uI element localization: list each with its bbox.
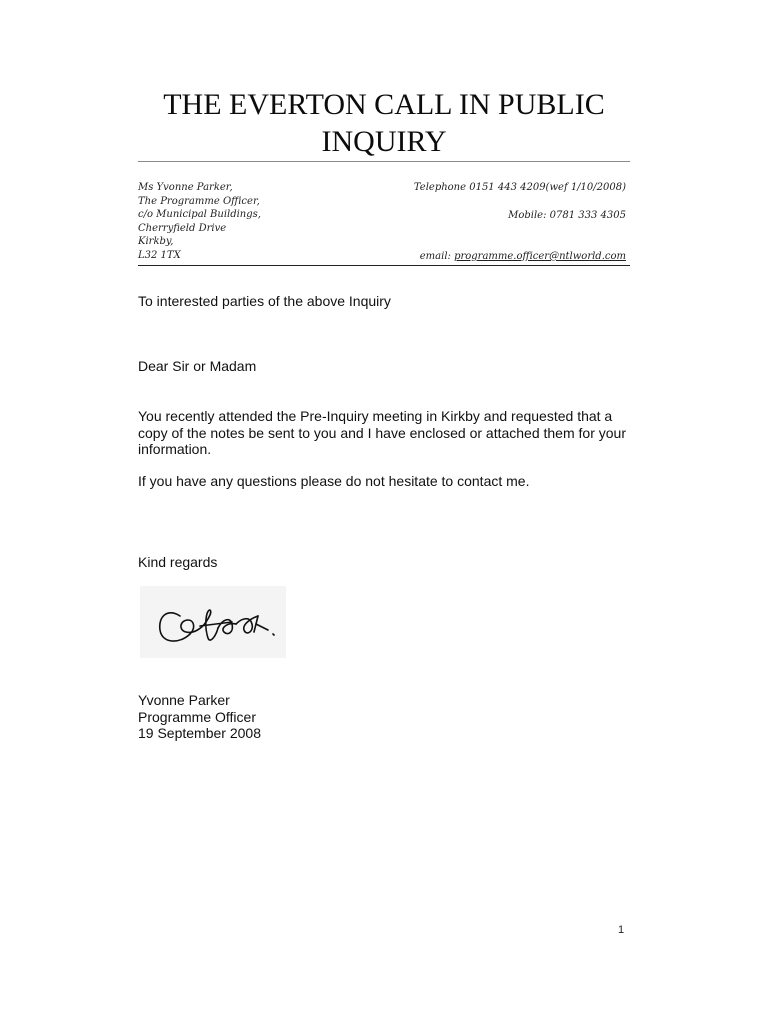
handwritten-signature <box>140 586 286 658</box>
header-top-rule <box>138 161 630 162</box>
title-line-2: INQUIRY <box>321 125 447 158</box>
address-line: c/o Municipal Buildings, <box>138 209 261 220</box>
email-line <box>420 250 626 264</box>
document-title <box>138 86 630 160</box>
signatory-block <box>138 692 630 742</box>
address-line: Ms Yvonne Parker, <box>138 182 233 193</box>
email-link[interactable]: programme.officer@ntlworld.com <box>454 251 626 262</box>
letter-paragraph-1: You recently attended the Pre-Inquiry meeting in Kirkby and requested that a copy of the notes be sent to you and I have enclosed or attached them for your information. <box>138 408 626 457</box>
letter-date: 19 September 2008 <box>138 725 261 741</box>
email-label: email: <box>419 251 455 262</box>
sender-address <box>138 181 261 262</box>
mobile-number: Mobile: 0781 333 4305 <box>508 210 626 221</box>
address-line: Kirkby, <box>138 236 174 247</box>
address-line: L32 1TX <box>138 249 181 261</box>
telephone-number: Telephone 0151 443 4209(wef 1/10/2008) <box>413 182 626 193</box>
address-line: The Programme Officer, <box>138 195 260 207</box>
signatory-title: Programme Officer <box>138 708 256 725</box>
letter-paragraph-2: If you have any questions please do not hesitate to contact me. <box>138 473 530 489</box>
letter-salutation: Dear Sir or Madam <box>138 358 257 374</box>
page-number: 1 <box>618 924 625 936</box>
address-line: Cherryfield Drive <box>138 222 227 234</box>
letter-intro: To interested parties of the above Inquiry <box>138 293 391 309</box>
header-bottom-rule <box>138 265 630 266</box>
title-line-1: THE EVERTON CALL IN PUBLIC <box>163 88 605 121</box>
letter-closing: Kind regards <box>138 554 218 570</box>
signatory-name: Yvonne Parker <box>138 692 230 708</box>
